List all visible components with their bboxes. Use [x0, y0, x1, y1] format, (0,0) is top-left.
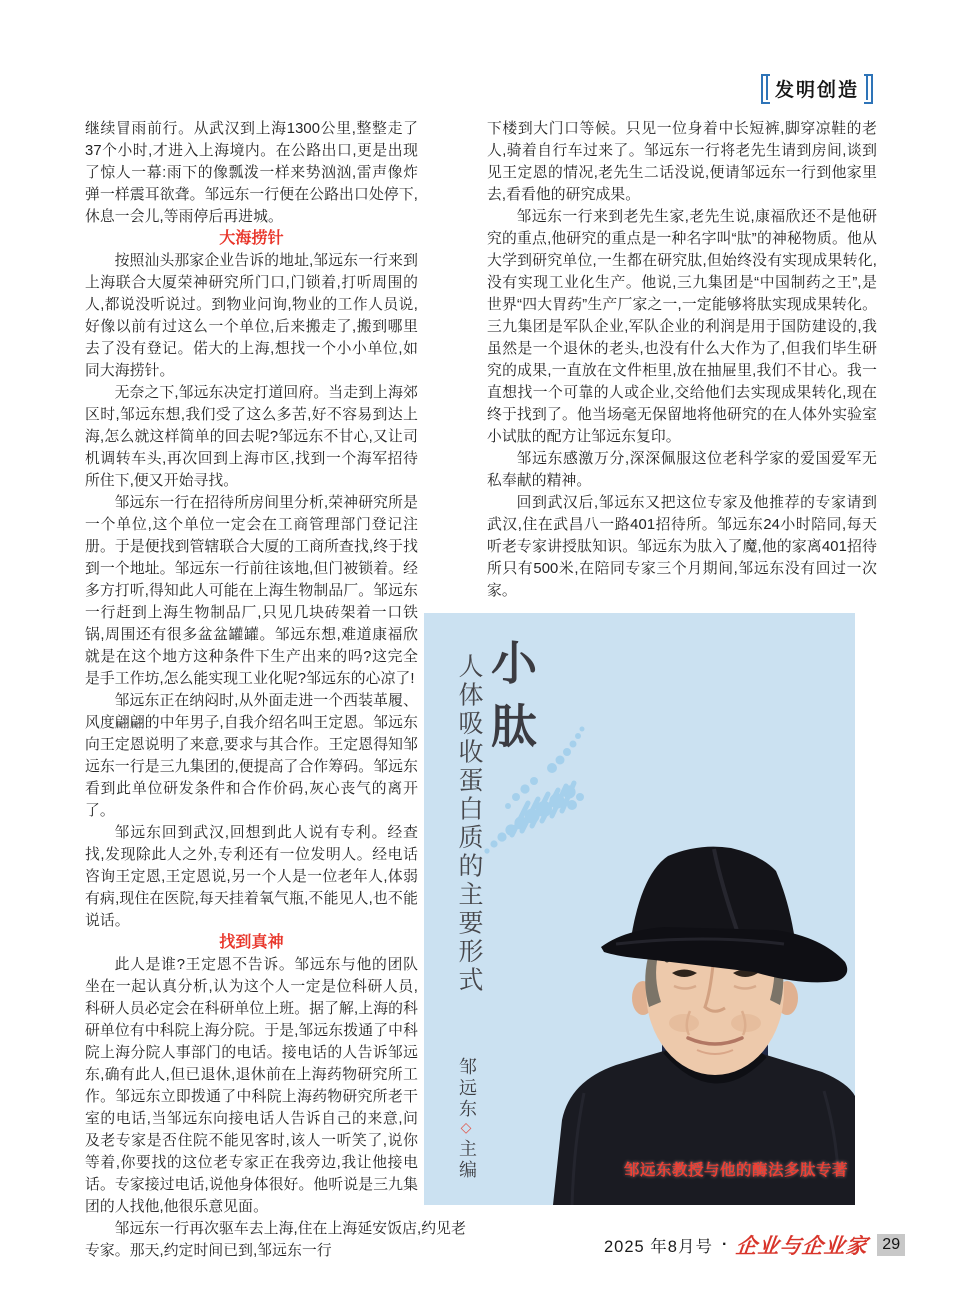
bracket-left-icon — [761, 74, 770, 102]
paragraph: 按照汕头那家企业告诉的地址,邹远东一行来到上海联合大厦荣神研究所门口,门锁着,打听周围的人,都说没听说过。到物业问询,物业的工作人员说,好像以前有过这么一个单位,后来搬走了,搬到哪里去了没有登记。偌大的上海,想找一个小小单位,如同大海捞针。 — [85, 253, 418, 379]
magazine-name: 企业与企业家 — [734, 1234, 870, 1258]
book-cover-photo — [424, 613, 855, 1205]
book-subtitle: 人体吸收蛋白质的主要形式 — [455, 653, 483, 995]
book-editor-role: 主编 — [457, 1139, 477, 1181]
section-heading: 找到真神 — [219, 934, 284, 951]
photo-caption: 邹远东教授与他的酶法多肽专著 — [624, 1162, 849, 1179]
book-editor-name: 邹远东 — [457, 1057, 477, 1120]
portrait-photo — [553, 847, 855, 1205]
diamond-icon: ◇ — [459, 1120, 475, 1139]
issue-date: 2025 年8月号 — [604, 1238, 713, 1256]
page-footer — [604, 1230, 905, 1260]
section-heading: 大海捞针 — [219, 230, 284, 247]
paragraph: 无奈之下,邹远东决定打道回府。当走到上海郊区时,邹远东想,我们受了这么多苦,好不容易到达上海,怎么就这样简单的回去呢?邹远东不甘心,又让司机调转车头,再次回到上海市区,找到一个海军招待所住下,便又开始寻找。 — [85, 385, 418, 489]
book-editor — [458, 1057, 476, 1181]
bracket-right-icon — [864, 74, 873, 102]
paragraph: 下楼到大门口等候。只见一位身着中长短裤,脚穿凉鞋的老人,骑着自行车过来了。邹远东一行将老先生请到房间,谈到见王定恩的情况,老先生二话没说,便请邹远东一行到他家里去,看看他的研究成果。 — [487, 121, 877, 203]
paragraph: 邹远东一行再次驱车去上海,住在上海延安饭店,约见老专家。那天,约定时间已到,邹远东一行 — [85, 1221, 466, 1259]
paragraph: 邹远东感激万分,深深佩服这位老科学家的爱国爱军无私奉献的精神。 — [487, 451, 877, 489]
paragraph: 邹远东正在纳闷时,从外面走进一个西装革履、风度翩翩的中年男子,自我介绍名叫王定恩。邹远东向王定恩说明了来意,要求与其合作。王定恩得知邹远东一行是三九集团的,便提高了合作筹码。邹远东看到此单位研发条件和合作价码,灰心丧气的离开了。 — [85, 693, 418, 819]
column-badge — [761, 74, 873, 102]
footer-separator: · — [721, 1236, 728, 1253]
paragraph: 继续冒雨前行。从武汉到上海1300公里,整整走了37个小时,才进入上海境内。在公路出口,更是出现了惊人一幕:雨下的像瓢泼一样来势汹汹,雷声像炸弹一样震耳欲聋。邹远东一行便在公路出口处停下,休息一会儿,等雨停后再进城。 — [85, 121, 418, 225]
article-column-right — [487, 118, 877, 602]
book-title: 小肽 — [485, 639, 537, 765]
paragraph: 邹远东回到武汉,回想到此人说有专利。经查找,发现除此人之外,专利还有一位发明人。经电话咨询王定恩,王定恩说,另一个人是一位老年人,体弱有病,现住在医院,每天挂着氧气瓶,不能见人,也不能说话。 — [85, 825, 418, 929]
paragraph: 回到武汉后,邹远东又把这位专家及他推荐的专家请到武汉,住在武昌八一路401招待所。邹远东24小时陪同,每天听老专家讲授肽知识。邹远东为肽入了魔,他的家离401招待所只有500米,在陪同专家三个月期间,邹远东没有回过一次家。 — [487, 495, 877, 599]
paragraph: 邹远东一行来到老先生家,老先生说,康福欣还不是他研究的重点,他研究的重点是一种名字叫“肽”的神秘物质。他从大学到研究单位,一生都在研究肽,但始终没有实现成果转化,没有实现工业化生产。他说,三九集团是“中国制药之王”,是世界“四大胃药”生产厂家之一,一定能够将肽实现成果转化。三九集团是军队企业,军队企业的利润是用于国防建设的,我虽然是一个退休的老头,也没有什么大作为了,但我们毕生研究的成果,一直放在文件柜里,放在抽屉里,我们不甘心。我一直想找一个可靠的人或企业,交给他们去实现成果转化,现在终于找到了。他当场毫无保留地将他研究的在人体外实验室小试肽的配方让邹远东复印。 — [487, 209, 877, 445]
page-number: 29 — [877, 1234, 905, 1256]
column-badge-label: 发明创造 — [775, 79, 860, 101]
paragraph: 邹远东一行在招待所房间里分析,荣神研究所是一个单位,这个单位一定会在工商管理部门登记注册。于是便找到管辖联合大厦的工商所查找,终于找到一个地址。邹远东一行前往该地,但门被锁着。经多方打听,得知此人可能在上海生物制品厂。邹远东一行赶到上海生物制品厂,只见几块砖架着一口铁锅,周围还有很多盆盆罐罐。邹远东想,难道康福欣就是在这个地方这种条件下生产出来的吗?这完全是手工作坊,怎么能实现工业化呢?邹远东的心凉了! — [85, 495, 418, 687]
article-column-left — [85, 118, 466, 1262]
paragraph: 此人是谁?王定恩不告诉。邹远东与他的团队坐在一起认真分析,认为这个人一定是位科研人员,科研人员必定会在科研单位上班。据了解,上海的科研单位有中科院上海分院。于是,邹远东拨通了中科院上海分院人事部门的电话。接电话的人告诉邹远东,确有此人,但已退休,退休前在上海药物研究所工作。邹远东立即拨通了中科院上海药物研究所老干室的电话,当邹远东向接电话人告诉自己的来意,问及老专家是否住院不能见客时,该人一听笑了,说你等着,你要找的这位老专家正在我旁边,我让他接电话。专家接过电话,说他身体很好。他听说是三九集团的人找他,他很乐意见面。 — [85, 957, 418, 1215]
